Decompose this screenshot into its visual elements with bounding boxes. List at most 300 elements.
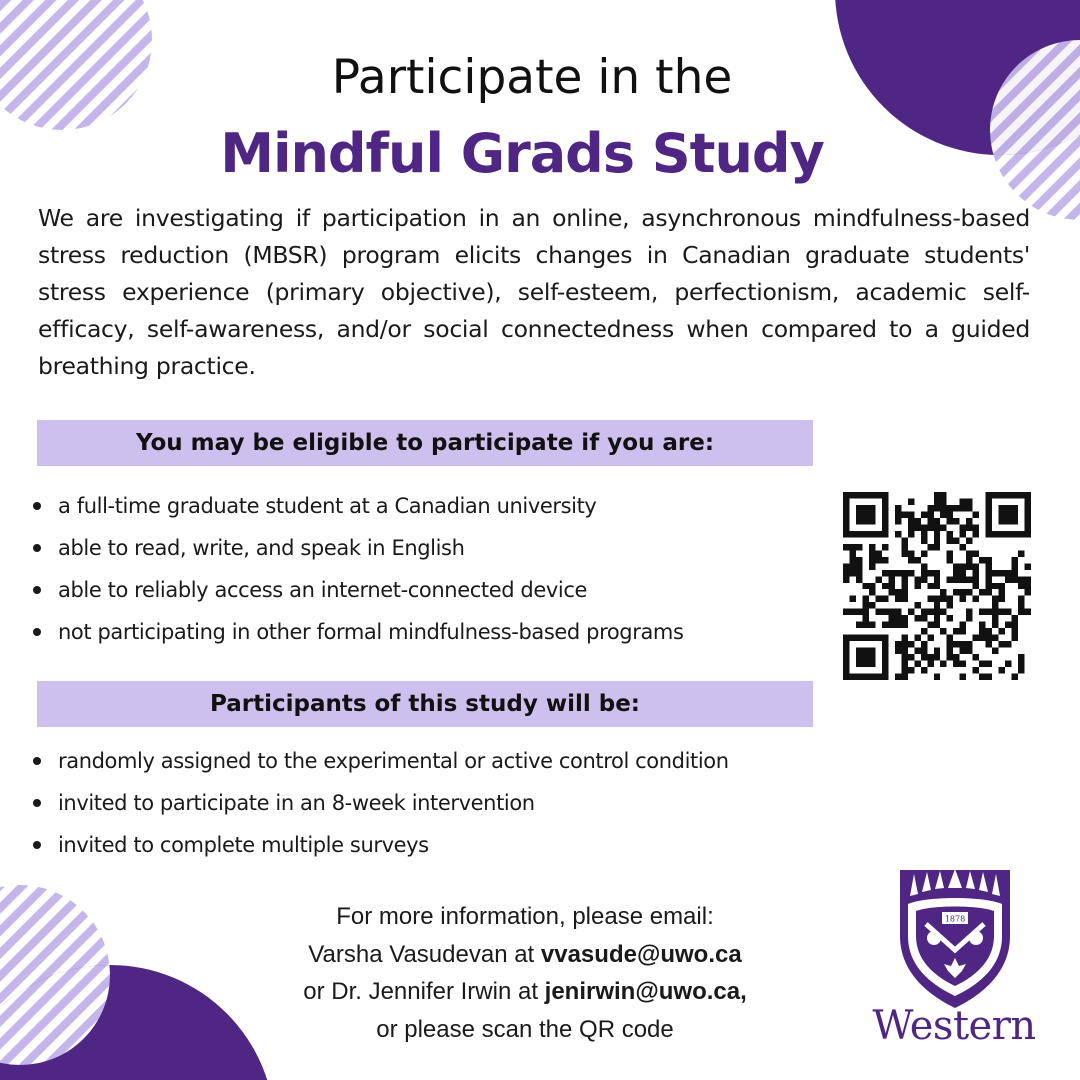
qr-module	[934, 602, 940, 608]
qr-module	[979, 589, 985, 595]
qr-module	[953, 628, 959, 634]
qr-module	[960, 570, 966, 576]
qr-module	[882, 596, 888, 602]
qr-module	[1018, 609, 1024, 615]
qr-module	[940, 596, 946, 602]
eligibility-heading: You may be eligible to participate if you are:	[37, 420, 813, 466]
qr-module	[849, 596, 855, 602]
qr-module	[843, 654, 849, 660]
title-line-1: Participate in the	[331, 50, 733, 105]
qr-module	[1018, 667, 1024, 673]
qr-module	[882, 648, 888, 654]
qr-module	[843, 511, 849, 517]
qr-module	[895, 531, 901, 537]
qr-module	[986, 674, 992, 680]
qr-module	[960, 622, 966, 628]
qr-module	[966, 576, 972, 582]
qr-module	[1018, 576, 1024, 582]
qr-module	[1025, 589, 1031, 595]
list-item: not participating in other formal mindfulness-based programs	[30, 611, 684, 653]
qr-module	[869, 583, 875, 589]
qr-module	[843, 609, 849, 615]
qr-module	[856, 511, 862, 517]
qr-module	[999, 505, 1005, 511]
qr-module	[862, 674, 868, 680]
qr-module	[999, 667, 1005, 673]
qr-module	[882, 583, 888, 589]
qr-module	[986, 628, 992, 634]
list-item: invited to participate in an 8-week intervention	[30, 782, 729, 824]
qr-module	[973, 635, 979, 641]
contact-line-1: For more information, please email:	[336, 903, 714, 930]
qr-module	[862, 602, 868, 608]
qr-module	[947, 641, 953, 647]
bullet-icon	[33, 799, 41, 807]
qr-module	[927, 518, 933, 524]
qr-module	[882, 557, 888, 563]
qr-module	[960, 628, 966, 634]
qr-module	[908, 518, 914, 524]
qr-module	[1018, 492, 1024, 498]
qr-code-icon[interactable]	[843, 492, 1031, 680]
qr-module	[843, 576, 849, 582]
qr-module	[1005, 576, 1011, 582]
qr-module	[999, 518, 1005, 524]
qr-module	[1018, 661, 1024, 667]
qr-module	[875, 557, 881, 563]
qr-module	[901, 511, 907, 517]
qr-module	[921, 550, 927, 556]
qr-module	[960, 641, 966, 647]
qr-module	[960, 498, 966, 504]
qr-module	[856, 570, 862, 576]
qr-module	[966, 609, 972, 615]
qr-module	[869, 505, 875, 511]
qr-module	[849, 635, 855, 641]
qr-module	[986, 583, 992, 589]
qr-module	[1018, 596, 1024, 602]
qr-module	[947, 550, 953, 556]
qr-module	[986, 498, 992, 504]
qr-module	[901, 570, 907, 576]
qr-module	[901, 583, 907, 589]
qr-module	[856, 674, 862, 680]
qr-module	[973, 667, 979, 673]
qr-module	[869, 602, 875, 608]
qr-module	[901, 661, 907, 667]
study-title: Mindful Grads Study	[220, 122, 824, 185]
qr-module	[888, 622, 894, 628]
qr-module	[856, 505, 862, 511]
qr-module	[843, 492, 849, 498]
qr-module	[908, 641, 914, 647]
qr-module	[940, 609, 946, 615]
qr-module	[849, 609, 855, 615]
qr-module	[992, 602, 998, 608]
qr-module	[992, 615, 998, 621]
qr-module	[882, 674, 888, 680]
qr-module	[888, 576, 894, 582]
qr-module	[947, 557, 953, 563]
qr-module	[882, 492, 888, 498]
qr-module	[869, 589, 875, 595]
qr-module	[869, 563, 875, 569]
qr-module	[947, 648, 953, 654]
qr-module	[953, 661, 959, 667]
qr-module	[934, 537, 940, 543]
qr-module	[856, 622, 862, 628]
qr-module	[1012, 511, 1018, 517]
qr-module	[875, 576, 881, 582]
qr-module	[875, 674, 881, 680]
qr-module	[986, 609, 992, 615]
qr-module	[1025, 492, 1031, 498]
qr-module	[914, 635, 920, 641]
qr-module	[973, 550, 979, 556]
qr-module	[895, 505, 901, 511]
qr-module	[960, 661, 966, 667]
qr-module	[1012, 622, 1018, 628]
qr-module	[856, 648, 862, 654]
qr-module	[973, 583, 979, 589]
list-item: randomly assigned to the experimental or active control condition	[30, 740, 729, 782]
qr-module	[869, 622, 875, 628]
bullet-icon	[33, 628, 41, 636]
qr-module	[914, 518, 920, 524]
qr-module	[882, 544, 888, 550]
qr-module	[875, 550, 881, 556]
qr-module	[1005, 492, 1011, 498]
qr-module	[934, 531, 940, 537]
qr-module	[973, 596, 979, 602]
qr-module	[869, 557, 875, 563]
qr-module	[927, 505, 933, 511]
qr-module	[849, 570, 855, 576]
qr-module	[843, 505, 849, 511]
qr-module	[1005, 609, 1011, 615]
qr-module	[927, 544, 933, 550]
qr-module	[960, 563, 966, 569]
qr-module	[843, 524, 849, 530]
qr-module	[843, 544, 849, 550]
qr-module	[1012, 570, 1018, 576]
qr-module	[849, 531, 855, 537]
qr-module	[999, 589, 1005, 595]
qr-module	[921, 654, 927, 660]
qr-module	[934, 576, 940, 582]
qr-module	[973, 654, 979, 660]
western-wordmark: Western	[872, 1003, 1036, 1049]
qr-module	[882, 622, 888, 628]
qr-module	[992, 583, 998, 589]
qr-module	[1012, 576, 1018, 582]
contact-line-3: or Dr. Jennifer Irwin at jenirwin@uwo.ca,	[303, 978, 747, 1005]
qr-module	[1018, 654, 1024, 660]
qr-module	[888, 583, 894, 589]
qr-module	[953, 576, 959, 582]
qr-module	[901, 544, 907, 550]
bullet-icon	[33, 757, 41, 765]
qr-module	[934, 570, 940, 576]
qr-module	[856, 576, 862, 582]
qr-module	[882, 505, 888, 511]
qr-module	[862, 531, 868, 537]
qr-module	[901, 615, 907, 621]
qr-module	[895, 622, 901, 628]
qr-module	[927, 570, 933, 576]
qr-module	[986, 524, 992, 530]
qr-module	[973, 576, 979, 582]
qr-module	[947, 602, 953, 608]
qr-module	[862, 492, 868, 498]
qr-module	[966, 615, 972, 621]
qr-module	[921, 531, 927, 537]
qr-module	[960, 596, 966, 602]
qr-module	[1025, 583, 1031, 589]
qr-module	[849, 550, 855, 556]
qr-module	[947, 576, 953, 582]
qr-module	[914, 524, 920, 530]
qr-module	[856, 654, 862, 660]
bullet-icon	[33, 841, 41, 849]
qr-module	[986, 563, 992, 569]
qr-module	[986, 576, 992, 582]
qr-module	[927, 511, 933, 517]
qr-module	[921, 511, 927, 517]
qr-module	[882, 518, 888, 524]
qr-module	[921, 537, 927, 543]
qr-module	[999, 609, 1005, 615]
qr-module	[999, 628, 1005, 634]
qr-module	[856, 609, 862, 615]
qr-module	[862, 635, 868, 641]
email-link-vvasude[interactable]: vvasude@uwo.ca	[540, 940, 742, 968]
qr-module	[869, 635, 875, 641]
qr-module	[856, 492, 862, 498]
qr-module	[901, 667, 907, 673]
qr-module	[966, 563, 972, 569]
qr-module	[901, 589, 907, 595]
qr-module	[869, 511, 875, 517]
qr-module	[1012, 518, 1018, 524]
qr-module	[1018, 583, 1024, 589]
qr-module	[999, 570, 1005, 576]
qr-module	[895, 648, 901, 654]
qr-module	[862, 505, 868, 511]
qr-module	[940, 505, 946, 511]
qr-module	[862, 648, 868, 654]
qr-module	[908, 550, 914, 556]
crest-year: 1878	[944, 914, 966, 924]
contact-line-2: Varsha Vasudevan at vvasude@uwo.ca	[308, 940, 742, 968]
qr-module	[843, 531, 849, 537]
qr-module	[901, 648, 907, 654]
qr-module	[908, 498, 914, 504]
qr-module	[901, 635, 907, 641]
qr-module	[927, 661, 933, 667]
qr-module	[940, 628, 946, 634]
qr-module	[843, 563, 849, 569]
qr-module	[908, 524, 914, 530]
qr-module	[901, 537, 907, 543]
qr-module	[986, 511, 992, 517]
email-link-jenirwin[interactable]: jenirwin@uwo.ca,	[544, 978, 747, 1005]
qr-module	[856, 635, 862, 641]
qr-module	[966, 589, 972, 595]
qr-module	[986, 570, 992, 576]
qr-module	[1025, 505, 1031, 511]
qr-module	[960, 576, 966, 582]
qr-module	[921, 615, 927, 621]
list-item: able to read, write, and speak in English	[30, 527, 684, 569]
qr-module	[953, 518, 959, 524]
qr-module	[875, 596, 881, 602]
qr-module	[927, 609, 933, 615]
qr-module	[895, 609, 901, 615]
qr-module	[901, 596, 907, 602]
qr-module	[999, 583, 1005, 589]
qr-module	[921, 570, 927, 576]
qr-module	[966, 648, 972, 654]
qr-module	[953, 641, 959, 647]
qr-module	[843, 661, 849, 667]
western-crest-icon	[896, 866, 1014, 1011]
qr-module	[856, 518, 862, 524]
qr-module	[849, 544, 855, 550]
qr-module	[921, 524, 927, 530]
qr-module	[979, 628, 985, 634]
qr-module	[947, 511, 953, 517]
qr-module	[914, 576, 920, 582]
qr-module	[914, 648, 920, 654]
participants-heading: Participants of this study will be:	[37, 681, 813, 727]
qr-module	[908, 667, 914, 673]
qr-module	[992, 648, 998, 654]
qr-module	[1005, 518, 1011, 524]
qr-module	[966, 524, 972, 530]
qr-module	[882, 524, 888, 530]
qr-module	[882, 498, 888, 504]
qr-module	[862, 583, 868, 589]
qr-module	[875, 531, 881, 537]
qr-module	[934, 505, 940, 511]
qr-module	[934, 674, 940, 680]
top-right-purple-circle-decoration	[830, 0, 1080, 230]
qr-module	[934, 622, 940, 628]
qr-module	[927, 654, 933, 660]
qr-module	[914, 602, 920, 608]
qr-module	[856, 557, 862, 563]
qr-module	[953, 570, 959, 576]
qr-module	[921, 641, 927, 647]
list-item: able to reliably access an internet-connected device	[30, 569, 684, 611]
qr-module	[999, 641, 1005, 647]
qr-module	[947, 654, 953, 660]
qr-module	[1005, 570, 1011, 576]
qr-module	[869, 544, 875, 550]
qr-module	[862, 622, 868, 628]
qr-module	[966, 537, 972, 543]
qr-module	[947, 531, 953, 537]
qr-module	[979, 661, 985, 667]
qr-module	[882, 641, 888, 647]
qr-module	[1012, 628, 1018, 634]
qr-module	[1005, 505, 1011, 511]
qr-module	[875, 609, 881, 615]
qr-module	[895, 615, 901, 621]
qr-module	[843, 667, 849, 673]
qr-module	[947, 596, 953, 602]
qr-module	[966, 498, 972, 504]
qr-module	[934, 498, 940, 504]
qr-module	[966, 557, 972, 563]
qr-module	[1025, 563, 1031, 569]
qr-module	[843, 648, 849, 654]
qr-module	[992, 531, 998, 537]
qr-module	[908, 654, 914, 660]
bullet-icon	[33, 544, 41, 552]
qr-module	[869, 661, 875, 667]
list-item: invited to complete multiple surveys	[30, 824, 729, 866]
qr-module	[934, 615, 940, 621]
qr-module	[862, 511, 868, 517]
qr-module	[869, 648, 875, 654]
qr-module	[966, 518, 972, 524]
qr-module	[979, 635, 985, 641]
qr-module	[882, 609, 888, 615]
qr-module	[901, 550, 907, 556]
qr-module	[849, 492, 855, 498]
qr-module	[960, 544, 966, 550]
qr-module	[882, 661, 888, 667]
qr-module	[1012, 505, 1018, 511]
qr-module	[862, 661, 868, 667]
qr-module	[947, 505, 953, 511]
qr-module	[882, 635, 888, 641]
qr-module	[843, 674, 849, 680]
qr-module	[862, 596, 868, 602]
qr-module	[908, 570, 914, 576]
qr-module	[1012, 492, 1018, 498]
qr-module	[999, 492, 1005, 498]
qr-module	[921, 628, 927, 634]
qr-module	[1012, 563, 1018, 569]
qr-module	[901, 654, 907, 660]
qr-module	[869, 674, 875, 680]
intro-paragraph: We are investigating if participation in an online, asynchronous mindfulness-based stress reduction (MBSR) program elicits changes in Canadian graduate students' stress experience (primary objective), self-esteem, perfectionism, academic self-efficacy, self-awareness, and/or social connectedness when compared to a guided breathing practice.	[38, 204, 1030, 380]
qr-module	[901, 641, 907, 647]
qr-module	[934, 654, 940, 660]
qr-module	[934, 544, 940, 550]
qr-module	[992, 609, 998, 615]
qr-module	[934, 609, 940, 615]
qr-module	[947, 537, 953, 543]
qr-module	[940, 524, 946, 530]
qr-module	[986, 557, 992, 563]
qr-module	[856, 531, 862, 537]
contact-info	[225, 898, 825, 1048]
qr-module	[973, 531, 979, 537]
qr-module	[960, 589, 966, 595]
qr-module	[1018, 602, 1024, 608]
qr-module	[973, 563, 979, 569]
qr-module	[953, 589, 959, 595]
qr-module	[927, 596, 933, 602]
qr-module	[921, 576, 927, 582]
qr-module	[901, 622, 907, 628]
qr-module	[843, 641, 849, 647]
qr-module	[1018, 531, 1024, 537]
